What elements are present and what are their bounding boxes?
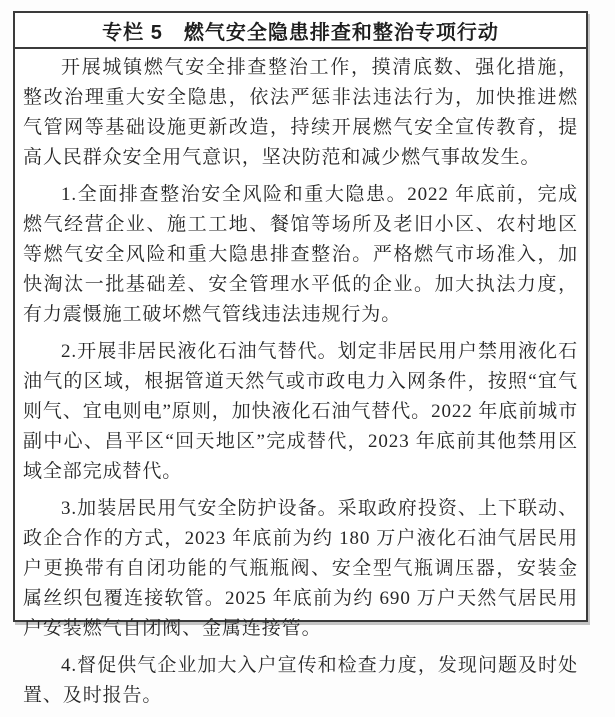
item-3-paragraph: 3.加装居民用气安全防护设备。采取政府投资、上下联动、政企合作的方式，2023 年底前为约 180 万户液化石油气居民用户更换带有自闭功能的气瓶瓶阀、安全型气瓶调压器，安装金属丝织包覆连接软管。2025 年底前为约 690 万户天然气居民用户安装燃气自闭阀、金属连接管。 (23, 498, 578, 639)
item-2-paragraph: 2.开展非居民液化石油气替代。划定非居民用户禁用液化石油气的区域，根据管道天然气或市政电力入网条件，按照“宜气则气、宜电则电”原则，加快液化石油气替代。2022 年底前城市副中心、昌平区“回天地区”完成替代，2023 年底前其他禁用区域全部完成替代。 (23, 341, 578, 482)
box-body (15, 49, 586, 717)
item-4-paragraph: 4.督促供气企业加大入户宣传和检查力度，发现问题及时处置、及时报告。 (23, 655, 578, 706)
item-1-paragraph: 1.全面排查整治安全风险和重大隐患。2022 年底前，完成燃气经营企业、施工工地、餐馆等场所及老旧小区、农村地区等燃气安全风险和重大隐患排查整治。严格燃气市场准入，加快淘汰一批基础差、安全管理水平低的企业。加大执法力度，有力震慑施工破坏燃气管线违法违规行为。 (23, 184, 578, 325)
callout-box (13, 11, 588, 706)
box-title: 专栏 5 燃气安全隐患排查和整治专项行动 (15, 13, 586, 49)
intro-paragraph: 开展城镇燃气安全排查整治工作，摸清底数、强化措施，整改治理重大安全隐患，依法严惩非法违法行为，加快推进燃气管网等基础设施更新改造，持续开展燃气安全宣传教育，提高人民群众安全用气意识，坚决防范和减少燃气事故发生。 (23, 57, 578, 168)
